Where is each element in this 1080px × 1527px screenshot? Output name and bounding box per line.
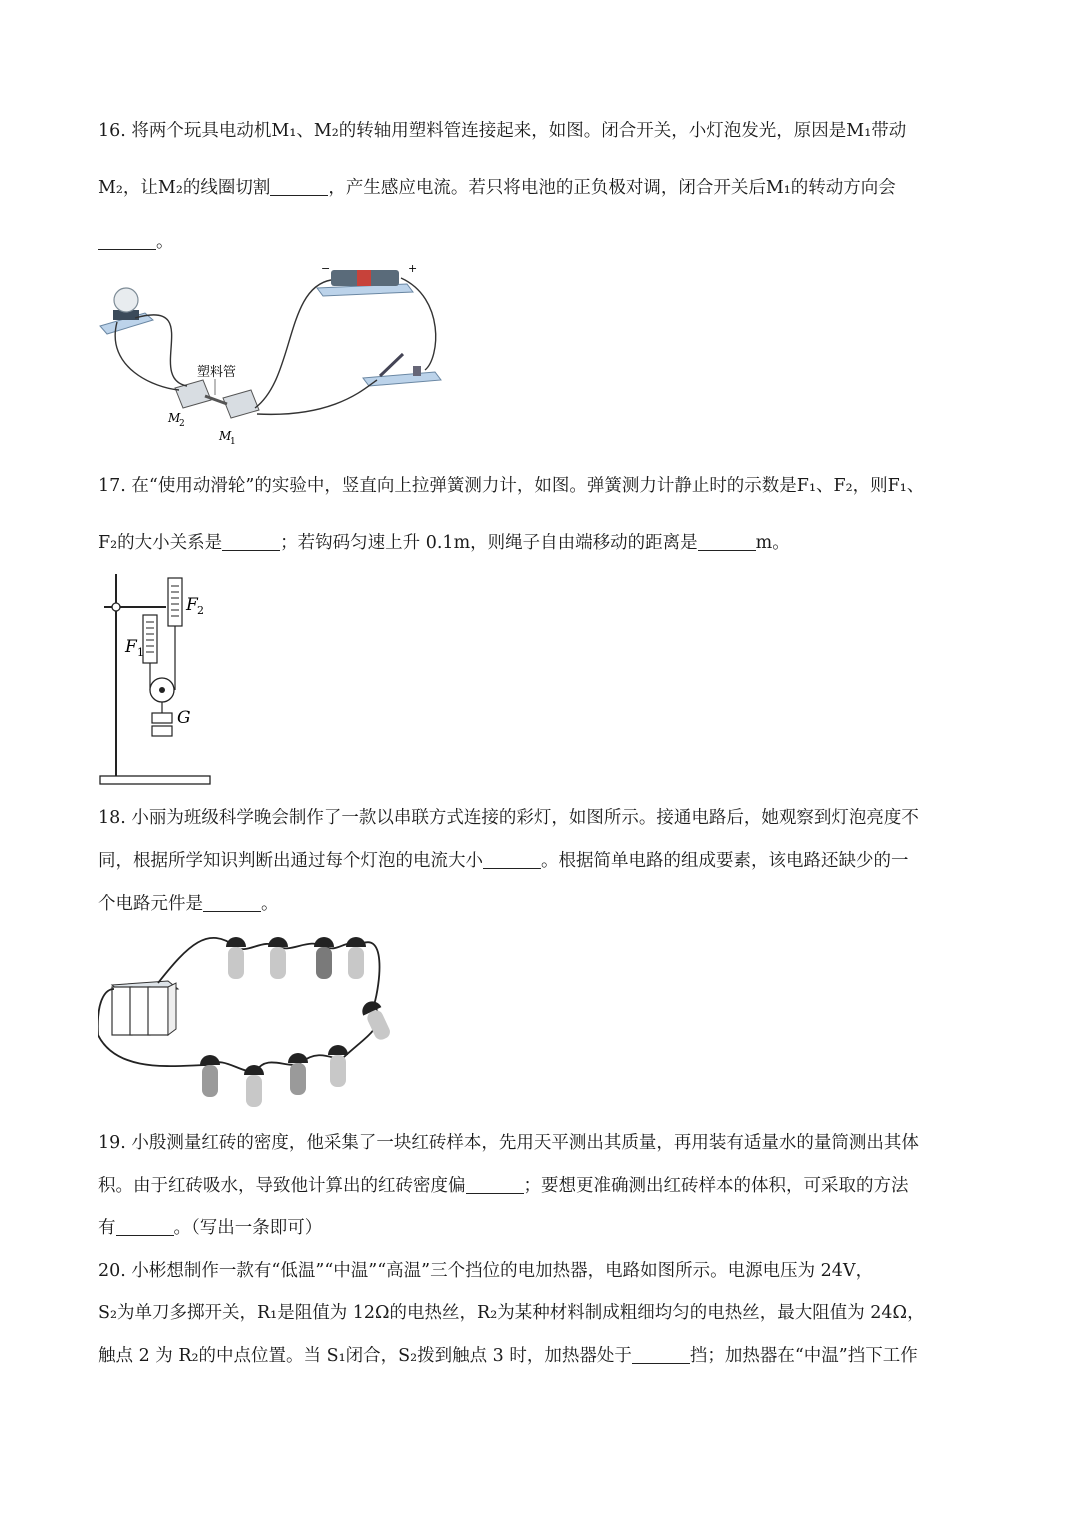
q18-text-3a: 个电路元件是 (98, 894, 203, 914)
figure-string-lights (98, 925, 398, 1115)
q20-line2 (98, 1299, 925, 1324)
q17-text-1: 在“使用动滑轮”的实验中，竖直向上拉弹簧测力计，如图。弹簧测力计静止时的示数是F₁、F₂，则F₁、 (131, 476, 925, 496)
q18-line2 (98, 847, 909, 872)
m1-label: M (219, 429, 232, 443)
q17-line2 (98, 529, 790, 554)
q19-text-2b: ；要想更准确测出红砖样本的体积，可采取的方法 (523, 1176, 909, 1196)
q18-text-2b: 。根据简单电路的组成要素，该电路还缺少的一 (541, 851, 909, 871)
q16-line3 (98, 228, 174, 253)
q18-text-1: 小丽为班级科学晚会制作了一款以串联方式连接的彩灯，如图所示。接通电路后，她观察到灯泡亮度不 (131, 808, 919, 828)
answer-blank[interactable] (116, 1218, 174, 1237)
figure-pulley (98, 570, 228, 790)
q17-text-2a: F₂的大小关系是 (98, 533, 223, 553)
f2-sub: 2 (197, 604, 204, 617)
q20-line1 (98, 1257, 873, 1282)
q19-text-3a: 有 (98, 1218, 116, 1238)
q16-line1 (98, 117, 906, 142)
f1-label: F (125, 637, 137, 657)
answer-blank[interactable] (698, 533, 756, 552)
answer-blank[interactable] (483, 851, 541, 870)
light-bulb (268, 937, 288, 979)
answer-blank[interactable] (98, 232, 156, 251)
m1-sub: 1 (230, 437, 236, 447)
q19-number: 19. (98, 1133, 126, 1153)
q16-text-2a: M₂，让M₂的线圈切割 (98, 178, 271, 198)
q17-number: 17. (98, 476, 126, 496)
q19-line2 (98, 1172, 909, 1197)
answer-blank[interactable] (270, 178, 328, 197)
q20-number: 20. (98, 1261, 126, 1281)
battery-plus: + (408, 262, 418, 275)
q19-line1 (98, 1129, 919, 1154)
light-bulb (288, 1053, 308, 1095)
q19-text-1: 小殷测量红砖的密度，他采集了一块红砖样本，先用天平测出其质量，再用装有适量水的量筒测出其体 (131, 1133, 919, 1153)
q19-text-3b: 。（写出一条即可） (173, 1218, 323, 1238)
q16-text-2b: ，产生感应电流。若只将电池的正负极对调，闭合开关后M₁的转动方向会 (328, 178, 896, 198)
answer-blank[interactable] (632, 1346, 690, 1365)
battery-minus: − (321, 262, 331, 275)
answer-blank[interactable] (466, 1176, 524, 1195)
q16-text-1: 将两个玩具电动机M₁、M₂的转轴用塑料管连接起来，如图。闭合开关，小灯泡发光，原因是M₁带动 (131, 121, 907, 141)
light-bulb (200, 1055, 220, 1097)
m2-sub: 2 (179, 419, 185, 429)
q18-text-3b: 。 (261, 894, 279, 914)
answer-blank[interactable] (222, 533, 280, 552)
q17-line1 (98, 472, 924, 497)
light-bulb (226, 937, 246, 979)
figure-motor-circuit (95, 258, 455, 448)
q19-line3 (98, 1214, 322, 1239)
q20-text-2: S₂为单刀多掷开关，R₁是阻值为 12Ω的电热丝，R₂为某种材料制成粗细均匀的电热丝，最大阻值为 24Ω， (98, 1303, 925, 1323)
f2-label: F (186, 595, 198, 615)
q17-text-2b: ；若钩码匀速上升 0.1m，则绳子自由端移动的距离是 (280, 533, 698, 553)
light-bulb (244, 1065, 264, 1107)
q19-text-2a: 积。由于红砖吸水，导致他计算出的红砖密度偏 (98, 1176, 466, 1196)
light-bulb (328, 1045, 348, 1087)
q20-text-3a: 触点 2 为 R₂的中点位置。当 S₁闭合，S₂拨到触点 3 时，加热器处于 (98, 1346, 632, 1366)
q18-text-2a: 同，根据所学知识判断出通过每个灯泡的电流大小 (98, 851, 483, 871)
light-bulb (359, 998, 394, 1043)
q18-number: 18. (98, 808, 126, 828)
f1-sub: 1 (137, 646, 144, 659)
light-bulb (346, 937, 366, 979)
q16-text-3: 。 (156, 232, 174, 252)
q20-text-3b: 挡；加热器在“中温”挡下工作 (689, 1346, 918, 1366)
m2-label: M (168, 411, 181, 425)
tube-label: 塑料管 (197, 365, 237, 380)
g-label: G (177, 708, 191, 728)
q16-number: 16. (98, 121, 126, 141)
q18-line1 (98, 804, 919, 829)
q20-text-1: 小彬想制作一款有“低温”“中温”“高温”三个挡位的电加热器，电路如图所示。电源电压为 24V， (131, 1261, 874, 1281)
q17-text-2c: m。 (755, 533, 790, 553)
q20-line3 (98, 1342, 918, 1367)
q18-line3 (98, 890, 279, 915)
answer-blank[interactable] (203, 894, 261, 913)
light-bulb (314, 937, 334, 979)
q16-line2 (98, 174, 896, 199)
